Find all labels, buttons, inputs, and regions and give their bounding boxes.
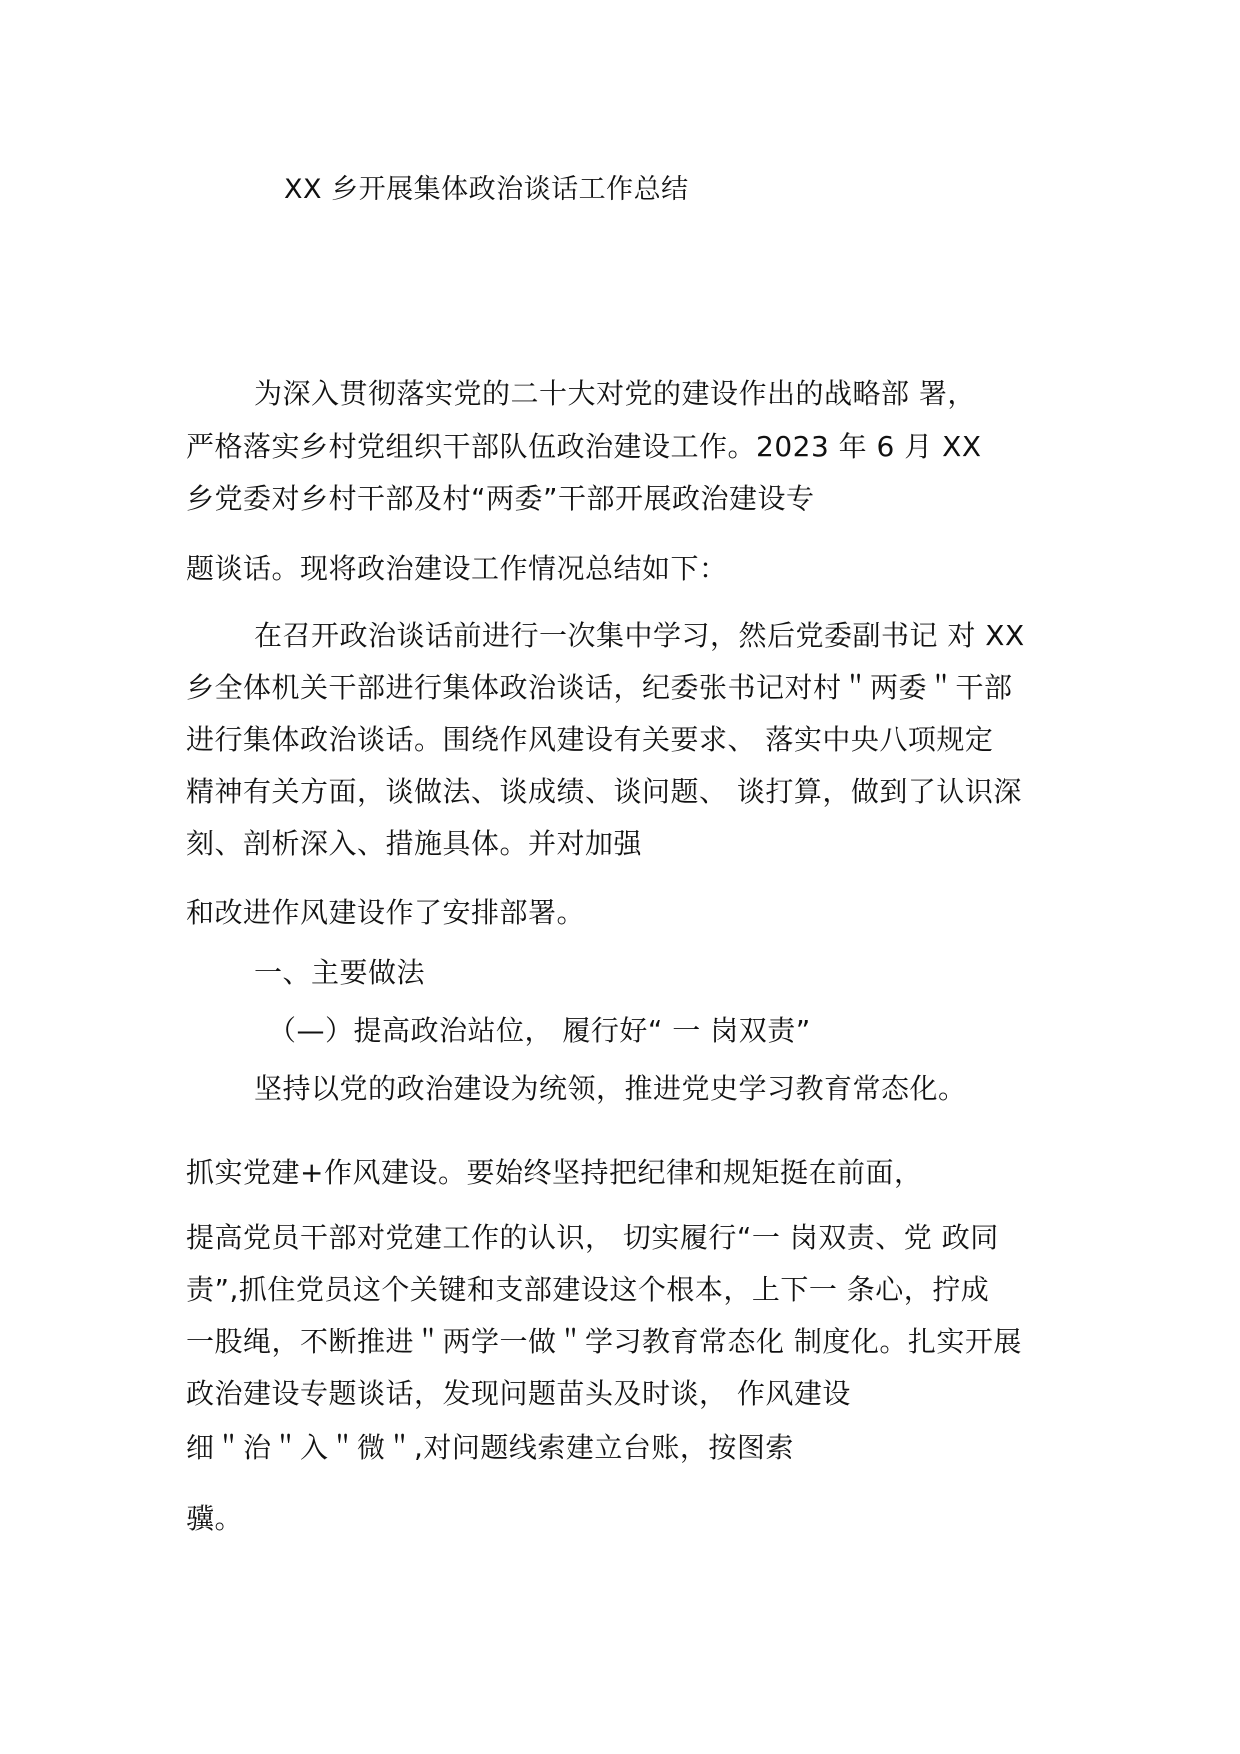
paragraph-line: 细＂治＂入＂微＂,对问题线索建立台账，按图索 [186,1431,794,1464]
paragraph-line: 和改进作风建设作了安排部署。 [186,896,586,929]
paragraph-line: 乡党委对乡村干部及村“两委”干部开展政治建设专 [186,482,815,515]
paragraph-line: 进行集体政治谈话。围绕作风建设有关要求、 落实中央八项规定 [186,723,994,756]
paragraph-line: 政治建设专题谈话，发现问题苗头及时谈， 作风建设 [186,1377,851,1410]
section-heading: 一、主要做法 [254,956,426,989]
paragraph-line: 严格落实乡村党组织干部队伍政治建设工作。2023 年 6 月 XX [186,430,982,463]
paragraph-line: 抓实党建+作风建设。要始终坚持把纪律和规矩挺在前面， [186,1156,923,1189]
paragraph-line: 精神有关方面，谈做法、谈成绩、谈问题、 谈打算，做到了认识深 [186,775,1022,808]
subsection-heading: （—）提高政治站位， 履行好“ 一 岗双责” [268,1014,811,1047]
paragraph-line: 一股绳，不断推进＂两学一做＂学习教育常态化 制度化。扎实开展 [186,1325,1022,1358]
paragraph-line: 责”,抓住党员这个关键和支部建设这个根本，上下一 条心，拧成 [186,1273,990,1306]
paragraph-line: 题谈话。现将政治建设工作情况总结如下： [186,552,728,585]
paragraph-line: 骥。 [186,1502,244,1535]
paragraph-line: 在召开政治谈话前进行一次集中学习，然后党委副书记 对 XX [254,619,1025,652]
paragraph-line: 刻、剖析深入、措施具体。并对加强 [186,827,643,860]
paragraph-line: 乡全体机关干部进行集体政治谈话，纪委张书记对村＂两委＂干部 [186,671,1013,704]
paragraph-line: 坚持以党的政治建设为统领，推进党史学习教育常态化。 [254,1072,967,1105]
paragraph-line: 提高党员干部对党建工作的认识， 切实履行“一 岗双责、党 政同 [186,1221,999,1254]
document-title: XX 乡开展集体政治谈话工作总结 [284,174,689,205]
paragraph-line: 为深入贯彻落实党的二十大对党的建设作出的战略部 署， [254,377,976,410]
